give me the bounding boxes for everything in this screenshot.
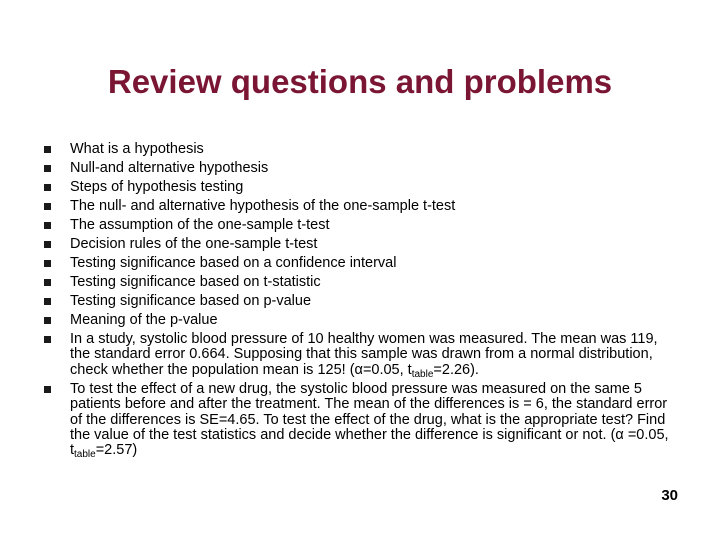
- square-bullet-icon: [44, 165, 51, 172]
- list-item-text: Testing significance based on t-statistic: [70, 274, 321, 290]
- square-bullet-icon: [44, 386, 51, 393]
- list-item: [44, 294, 674, 309]
- square-bullet-icon: [44, 336, 51, 343]
- list-item: [44, 218, 674, 233]
- square-bullet-icon: [44, 279, 51, 286]
- alpha-symbol: α: [615, 427, 624, 444]
- list-item: [44, 161, 674, 176]
- list-item: [44, 313, 674, 328]
- problem-one-text: In a study, systolic blood pressure of 10 healthy women was measured. The mean was 119, the standard error 0.664. Supposing that this sample was drawn from a normal distribution, check whether the population mean is 125! (: [70, 331, 658, 378]
- square-bullet-icon: [44, 260, 51, 267]
- list-item-text: Null-and alternative hypothesis: [70, 160, 269, 176]
- problem-one: [44, 332, 674, 378]
- problem-one-end: =2.26).: [433, 361, 479, 378]
- problem-two-text: To test the effect of a new drug, the systolic blood pressure was measured on the same 5 patients before and after the treatment. The mean of the differences is = 6, the standard error of the differences is SE=4.65. To test the effect of the drug, what is the appropriate test? Find the value of the test statistics and decide whether the difference is significant or not. (: [70, 380, 668, 444]
- square-bullet-icon: [44, 222, 51, 229]
- list-item: [44, 275, 674, 290]
- square-bullet-icon: [44, 184, 51, 191]
- square-bullet-icon: [44, 298, 51, 305]
- list-item-text: What is a hypothesis: [70, 141, 204, 157]
- list-item: [44, 180, 674, 195]
- list-item-text: Testing significance based on p-value: [70, 293, 312, 309]
- slide-title: Review questions and problems: [107, 63, 613, 100]
- list-item-text: Meaning of the p-value: [70, 312, 218, 328]
- list-item-text: Decision rules of the one-sample t-test: [70, 236, 318, 252]
- subscript-table: table: [74, 449, 96, 461]
- square-bullet-icon: [44, 241, 51, 248]
- page-number: 30: [661, 487, 678, 504]
- square-bullet-icon: [44, 317, 51, 324]
- list-item: [44, 142, 674, 157]
- subscript-table: table: [411, 368, 434, 380]
- problem-one-mid: =0.05, t: [362, 361, 412, 378]
- list-item: [44, 199, 674, 214]
- list-item: [44, 237, 674, 252]
- problem-two-mid: =0.05, t: [70, 427, 669, 459]
- list-item-text: The assumption of the one-sample t-test: [70, 217, 330, 233]
- list-item-text: Testing significance based on a confidence interval: [70, 255, 397, 271]
- square-bullet-icon: [44, 146, 51, 153]
- list-item: [44, 256, 674, 271]
- list-item-text: Steps of hypothesis testing: [70, 179, 244, 195]
- review-list: [44, 142, 674, 462]
- problem-two: [44, 382, 674, 459]
- alpha-symbol: α: [354, 361, 363, 378]
- list-item-text: The null- and alternative hypothesis of the one-sample t-test: [70, 198, 456, 214]
- square-bullet-icon: [44, 203, 51, 210]
- problem-two-end: =2.57): [95, 442, 138, 459]
